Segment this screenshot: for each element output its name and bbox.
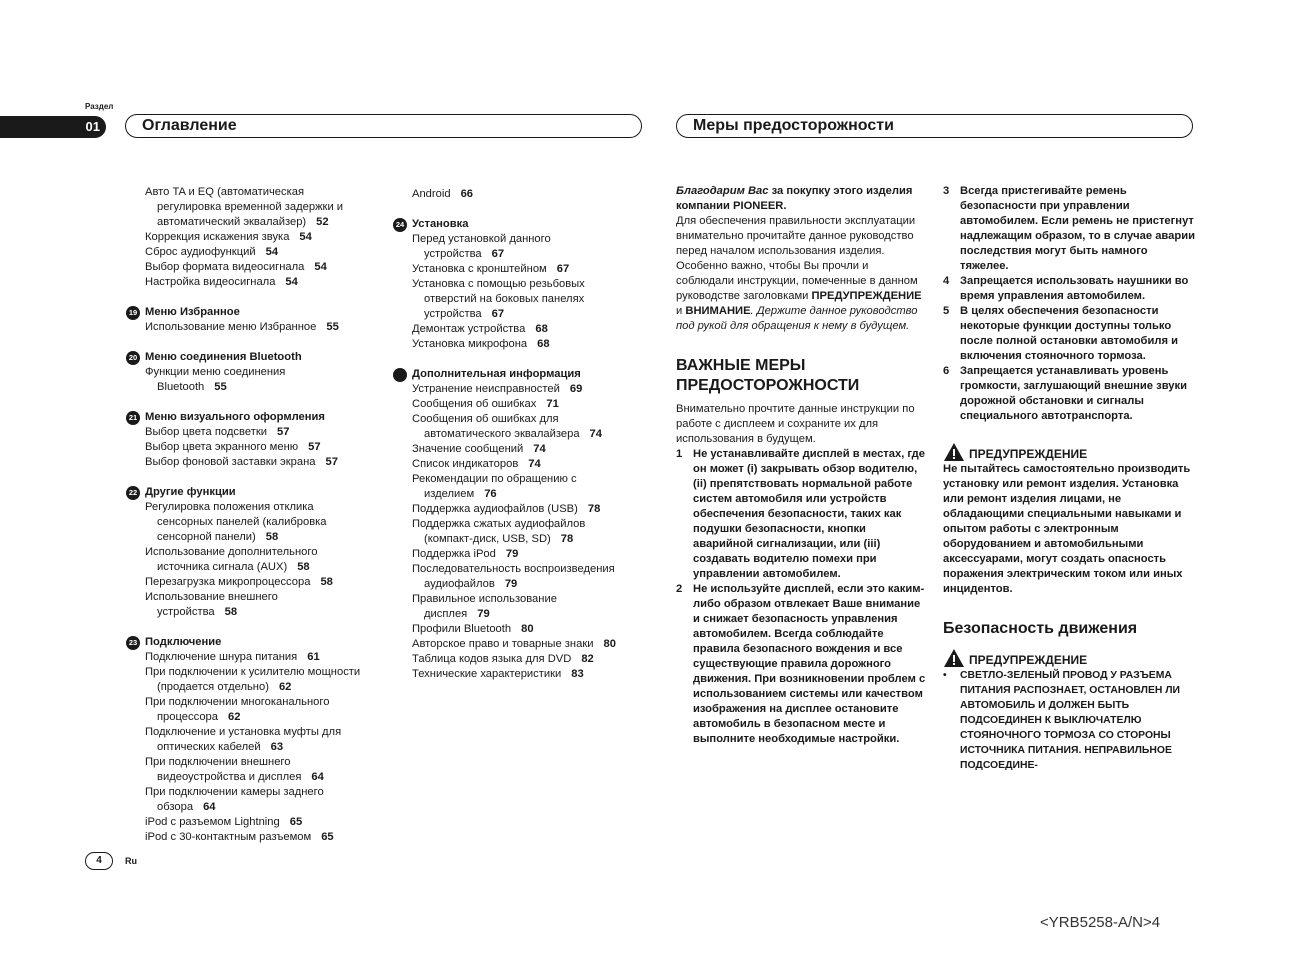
item-text: Не устанавливайте дисплей в местах, где он может (i) закрывать обзор водителю, (ii) препятствовать нормальной работе систем автомобиля или устройств обеспечения безопасности, таких как подушки безопасности, кнопки аварийной сигнализации, или (iii) создавать водителю помехи при управлении автомобилем. [693,448,925,580]
precautions-title-bar [676,114,1193,138]
toc-entry-text: (продается отдельно) [157,681,269,693]
toc-entry-text: оптических кабелей [157,741,261,753]
toc-entry-text: видеоустройства и дисплея [157,771,302,783]
important-list [676,447,928,747]
toc-entry [412,637,657,652]
toc-entry-text: Выбор фоновой заставки экрана [145,456,316,468]
toc-page-number: 58 [320,576,333,588]
toc-entry [145,710,390,725]
toc-page-number: 54 [265,246,279,258]
item-number: 2 [676,583,683,595]
toc-entry [412,487,657,502]
toc-entry [412,667,657,682]
toc-entry-text: сенсорных панелей (калибровка [157,516,327,528]
toc-entry [412,292,657,307]
bullet-mark: • [943,670,947,681]
toc-page-number: 67 [556,263,570,275]
toc-section-heading [412,367,657,382]
toc-entry-text: Демонтаж устройства [412,323,526,335]
toc-spacer [412,202,657,217]
toc-spacer [145,470,390,485]
intro-warning-word: ПРЕДУПРЕЖДЕНИЕ [811,290,922,302]
toc-entry-text: Функции меню соединения [145,366,286,378]
toc-entry-text: Android [412,188,451,200]
toc-page-number: 61 [307,651,320,663]
toc-entry-text: Поддержка iPod [412,548,496,560]
toc-entry-text: Выбор формата видеосигнала [145,261,305,273]
toc-section-heading [128,305,390,320]
toc-page-number: 64 [311,771,324,783]
toc-entry-text: изделием [424,488,475,500]
toc-entry-text: Последовательность воспроизведения [412,563,615,575]
toc-entry [145,230,390,245]
toc-page-number: 54 [299,231,312,243]
toc-page-number: 74 [533,443,546,455]
toc-entry [145,800,390,815]
toc-entry-text: автоматический эквалайзер) [157,216,307,228]
toc-section-heading [395,217,657,232]
chapter-number-badge: 23 [126,636,140,650]
toc-page-number: 57 [276,426,290,438]
toc-entry-text: устройства [424,308,482,320]
toc-entry [412,577,657,592]
toc-entry [412,262,657,277]
warning-2-text: СВЕТЛО-ЗЕЛЕНЫЙ ПРОВОД У РАЗЪЕМА ПИТАНИЯ РАСПОЗНАЕТ, ОСТАНОВЛЕН ЛИ АВТОМОБИЛЬ И ДОЛЖЕН БЫТЬ ПОДСОЕДИНЕН К ВЫКЛЮЧАТЕЛЮ СТОЯНОЧНОГО ТОРМОЗА СО СТОРОНЫ ИСТОЧНИКА ПИТАНИЯ. НЕПРАВИЛЬНОЕ ПОДСОЕДИНЕ- [960,670,1181,771]
toc-spacer [145,290,390,305]
toc-entry [412,592,657,607]
toc-entry-text: Bluetooth [157,381,205,393]
intro-italic: . Держите данное руководство под рукой для обращения к нему в будущем. [676,305,918,332]
toc-page-number: 76 [484,488,497,500]
toc-entry-text: процессора [157,711,218,723]
item-text: Запрещается использовать наушники во время управления автомобилем. [960,275,1189,302]
toc-entry [145,515,390,530]
toc-entry-text: Установка микрофона [412,338,528,350]
warning-2-title: ПРЕДУПРЕЖДЕНИЕ [969,653,1088,667]
precautions-list [943,184,1195,424]
important-paragraph: Внимательно прочтите данные инструкции по работе с дисплеем и сохраните их для использования в будущем. [676,403,915,445]
toc-entry-text: источника сигнала (AUX) [157,561,288,573]
toc-entry-text: iPod с разъемом Lightning [145,816,280,828]
toc-entry-text: Профили Bluetooth [412,623,512,635]
toc-entry [145,500,390,515]
toc-entry [145,425,390,440]
toc-entry [412,382,657,397]
toc-entry-text: Использование меню Избранное [145,321,317,333]
toc-entry-text: Перед установкой данного [412,233,551,245]
toc-entry-text: Выбор цвета подсветки [145,426,267,438]
toc-page-number: 65 [321,831,334,843]
toc-entry-text: Подключение шнура питания [145,651,298,663]
toc-entry-text: При подключении многоканального [145,696,330,708]
toc-section-title: Меню соединения Bluetooth [145,351,302,363]
precautions-column-2 [943,184,1195,773]
toc-entry [145,650,390,665]
toc-entry [412,277,657,292]
toc-entry [412,247,657,262]
toc-page-number: 55 [214,381,227,393]
warning-1-text: Не пытайтесь самостоятельно производить установку или ремонт изделия. Установка или ремонт изделия лицами, не обладающими специальными навыками и опытом работы с электронным оборудованием и автомобильными аксессуарами, могут создать опасность поражения электрическим током или иных инцидентов. [943,463,1191,595]
toc-entry-text: Рекомендации по обращению с [412,473,577,485]
chapter-number-badge: 22 [126,486,140,500]
toc-entry [145,740,390,755]
toc-entry [145,440,390,455]
warning-1-title: ПРЕДУПРЕЖДЕНИЕ [969,447,1088,461]
item-number: 4 [943,275,950,287]
toc-entry [412,607,657,622]
toc-page-number: 68 [535,323,548,335]
toc-entry-text: iPod с 30-контактным разъемом [145,831,312,843]
toc-entry [145,830,390,845]
toc-entry-text: Технические характеристики [412,668,562,680]
toc-page-number: 74 [589,428,602,440]
toc-entry-text: При подключении к усилителю мощности [145,666,361,678]
toc-page-number: 57 [308,441,321,453]
toc-page-number: 55 [326,321,339,333]
toc-entry [145,605,390,620]
warning-1-header [943,442,1195,462]
toc-entry [412,187,657,202]
toc-page-number: 74 [528,458,541,470]
toc-entry-text: Использование внешнего [145,591,278,603]
toc-entry-text: Поддержка аудиофайлов (USB) [412,503,578,515]
toc-entry [145,665,390,680]
toc-page-number: 79 [504,578,518,590]
toc-entry [145,560,390,575]
item-number: 6 [943,365,950,377]
toc-page-number: 62 [228,711,241,723]
toc-entry-text: Подключение и установка муфты для [145,726,342,738]
toc-entry [145,755,390,770]
toc-page-number: 54 [314,261,327,273]
toc-entry [145,725,390,740]
toc-entry-text: Сброс аудиофункций [145,246,256,258]
toc-entry-text: устройства [424,248,482,260]
intro-caution-word: ВНИМАНИЕ [685,305,751,317]
intro-text: Для обеспечения правильности эксплуатации внимательно прочитайте данное руководство перед началом использования изделия. Особенно важно, чтобы Вы прочли и соблюдали инструкции, помеченные в данном руководстве заголовками [676,215,918,302]
intro-thanks-rest: за покупку этого изделия компании PIONEER. [676,185,913,212]
toc-entry-text: Авторское право и товарные знаки [412,638,594,650]
toc-entry-text: Установка с помощью резьбовых [412,278,585,290]
toc-section-title: Меню визуального оформления [145,411,325,423]
toc-title: Оглавление [142,117,237,134]
toc-page-number: 64 [203,801,216,813]
item-number: 5 [943,305,950,317]
toc-entry-text: При подключении внешнего [145,756,291,768]
toc-entry-text: отверстий на боковых панелях [424,293,585,305]
item-number: 3 [943,185,950,197]
numbered-item [676,447,928,582]
toc-page-number: 62 [278,681,292,693]
toc-entry [412,427,657,442]
toc-spacer [145,395,390,410]
toc-entry [412,622,657,637]
chapter-number-badge: 21 [126,411,140,425]
toc-entry [145,575,390,590]
toc-page-number: 67 [491,308,505,320]
traffic-safety-heading: Безопасность движения [943,620,1138,637]
chapter-number-badge: 19 [126,306,140,320]
toc-entry [412,337,657,352]
toc-section-heading [128,635,390,650]
toc-page-number: 67 [491,248,505,260]
item-text: Всегда пристегивайте ремень безопасности при управлении автомобилем. Если ремень не пристегнут надлежащим образом, то в случае аварии последствия могут быть намного тяжелее. [960,185,1195,272]
toc-page-number: 57 [325,456,338,468]
toc-page-number: 78 [560,533,574,545]
toc-page-number: 65 [289,816,303,828]
toc-entry-text: Таблица кодов языка для DVD [412,653,572,665]
toc-section-title: Дополнительная информация [412,368,581,380]
toc-entry [145,590,390,605]
warning-2-bullet-item [943,668,1195,773]
toc-entry [412,232,657,247]
toc-entry [412,502,657,517]
toc-entry [145,185,390,200]
toc-entry [145,545,390,560]
toc-entry [412,307,657,322]
toc-page-number: 71 [546,398,559,410]
toc-entry-text: Значение сообщений [412,443,524,455]
toc-entry-text: Регулировка положения отклика [145,501,314,513]
item-text: В целях обеспечения безопасности некоторые функции доступны только после полной остановки автомобиля и включения стояночного тормоза. [960,305,1178,362]
toc-entry [145,320,390,335]
toc-entry [145,365,390,380]
toc-spacer [145,620,390,635]
toc-entry-text: Список индикаторов [412,458,519,470]
toc-page-number: 58 [224,606,238,618]
numbered-item [943,274,1195,304]
numbered-item [676,582,928,747]
toc-entry [412,412,657,427]
toc-entry-text: Авто TA и EQ (автоматическая [145,186,305,198]
page-number: 4 [85,852,113,870]
toc-entry [412,532,657,547]
intro-thanks: Благодарим Вас [676,185,769,197]
numbered-item [943,184,1195,274]
toc-entry [145,245,390,260]
toc-entry [412,472,657,487]
toc-section-heading [128,485,390,500]
toc-entry-text: дисплея [424,608,468,620]
toc-entry-text: Установка с кронштейном [412,263,547,275]
toc-entry-text: Коррекция искажения звука [145,231,290,243]
chapter-number-badge: 20 [126,351,140,365]
toc-entry-text: устройства [157,606,215,618]
toc-entry [412,442,657,457]
toc-entry-text: При подключении камеры заднего [145,786,324,798]
toc-spacer [412,352,657,367]
toc-entry-text: Поддержка сжатых аудиофайлов [412,518,586,530]
toc-entry [145,680,390,695]
toc-entry-text: Устранение неисправностей [412,383,560,395]
toc-entry-text: (компакт-диск, USB, SD) [424,533,551,545]
toc-entry [412,517,657,532]
toc-section-title: Меню Избранное [145,306,240,318]
document-code: <YRB5258-A/N>4 [1040,914,1161,931]
toc-page-number: 82 [581,653,594,665]
toc-page-number: 79 [505,548,519,560]
important-heading: ВАЖНЫЕ МЕРЫ ПРЕДОСТОРОЖНОСТИ [676,357,860,394]
toc-entry [412,322,657,337]
toc-page-number: 68 [537,338,550,350]
toc-entry-text: Перезагрузка микропроцессора [145,576,311,588]
toc-page-number: 63 [270,741,284,753]
toc-section-title: Установка [412,218,469,230]
toc-entry [145,455,390,470]
toc-title-bar [125,114,642,138]
toc-section-title: Другие функции [145,486,236,498]
toc-entry [145,215,390,230]
toc-entry-text: Выбор цвета экранного меню [145,441,299,453]
item-text: Запрещается устанавливать уровень громкости, заглушающий внешние звуки дорожной обстановки и сигналы специального автотранспорта. [960,365,1187,422]
toc-entry [412,457,657,472]
toc-entry-text: Правильное использование [412,593,557,605]
toc-entry [145,815,390,830]
toc-page-number: 80 [521,623,534,635]
item-number: 1 [676,448,683,460]
toc-entry-text: обзора [157,801,194,813]
toc-page-number: 78 [587,503,601,515]
section-label: Раздел [85,102,114,111]
toc-section-heading [128,410,390,425]
toc-page-number: 69 [569,383,583,395]
toc-spacer [145,335,390,350]
toc-entry [145,695,390,710]
warning-2-header [943,648,1195,668]
chapter-number-badge [393,368,407,382]
numbered-item [943,304,1195,364]
toc-entry-text: Сообщения об ошибках [412,398,537,410]
toc-column-2 [395,187,657,682]
precautions-title: Меры предосторожности [693,117,894,134]
toc-section-heading [128,350,390,365]
toc-entry [412,397,657,412]
toc-page-number: 52 [316,216,329,228]
warning-triangle-icon [943,442,965,462]
toc-entry-text: Настройка видеосигнала [145,276,276,288]
item-text: Не используйте дисплей, если это каким-либо образом отвлекает Ваше внимание и снижает безопасность управления автомобилем. Всегда соблюдайте правила безопасного вождения и все существующие правила дорожного движения. При возникновении проблем с использованием системы или качеством изображения на дисплее остановите автомобиль в безопасном месте и выполните необходимые настройки. [693,583,926,745]
toc-column-1 [128,185,390,845]
toc-page-number: 58 [265,531,279,543]
toc-entry-text: сенсорной панели) [157,531,256,543]
toc-entry [145,200,390,215]
intro-and: и [676,305,686,317]
section-number-tab: 01 [0,116,106,138]
toc-page-number: 66 [460,188,474,200]
numbered-item [943,364,1195,424]
toc-entry-text: автоматического эквалайзера [424,428,580,440]
language-code: Ru [125,856,137,866]
chapter-number-badge: 24 [393,218,407,232]
toc-section-title: Подключение [145,636,222,648]
toc-page-number: 58 [297,561,310,573]
toc-page-number: 80 [603,638,616,650]
toc-entry [145,530,390,545]
toc-entry [145,770,390,785]
toc-page-number: 83 [571,668,584,680]
toc-page-number: 79 [477,608,490,620]
toc-entry [412,562,657,577]
toc-entry-text: Сообщения об ошибках для [412,413,559,425]
toc-entry-text: аудиофайлов [424,578,495,590]
toc-entry [412,652,657,667]
warning-triangle-icon [943,648,965,668]
toc-entry [145,380,390,395]
toc-entry [145,785,390,800]
toc-entry-text: регулировка временной задержки и [157,201,344,213]
toc-entry-text: Использование дополнительного [145,546,318,558]
precautions-column-1 [676,184,928,747]
intro-paragraph [676,184,928,334]
toc-entry [412,547,657,562]
toc-page-number: 54 [285,276,298,288]
toc-entry [145,275,390,290]
toc-entry [145,260,390,275]
